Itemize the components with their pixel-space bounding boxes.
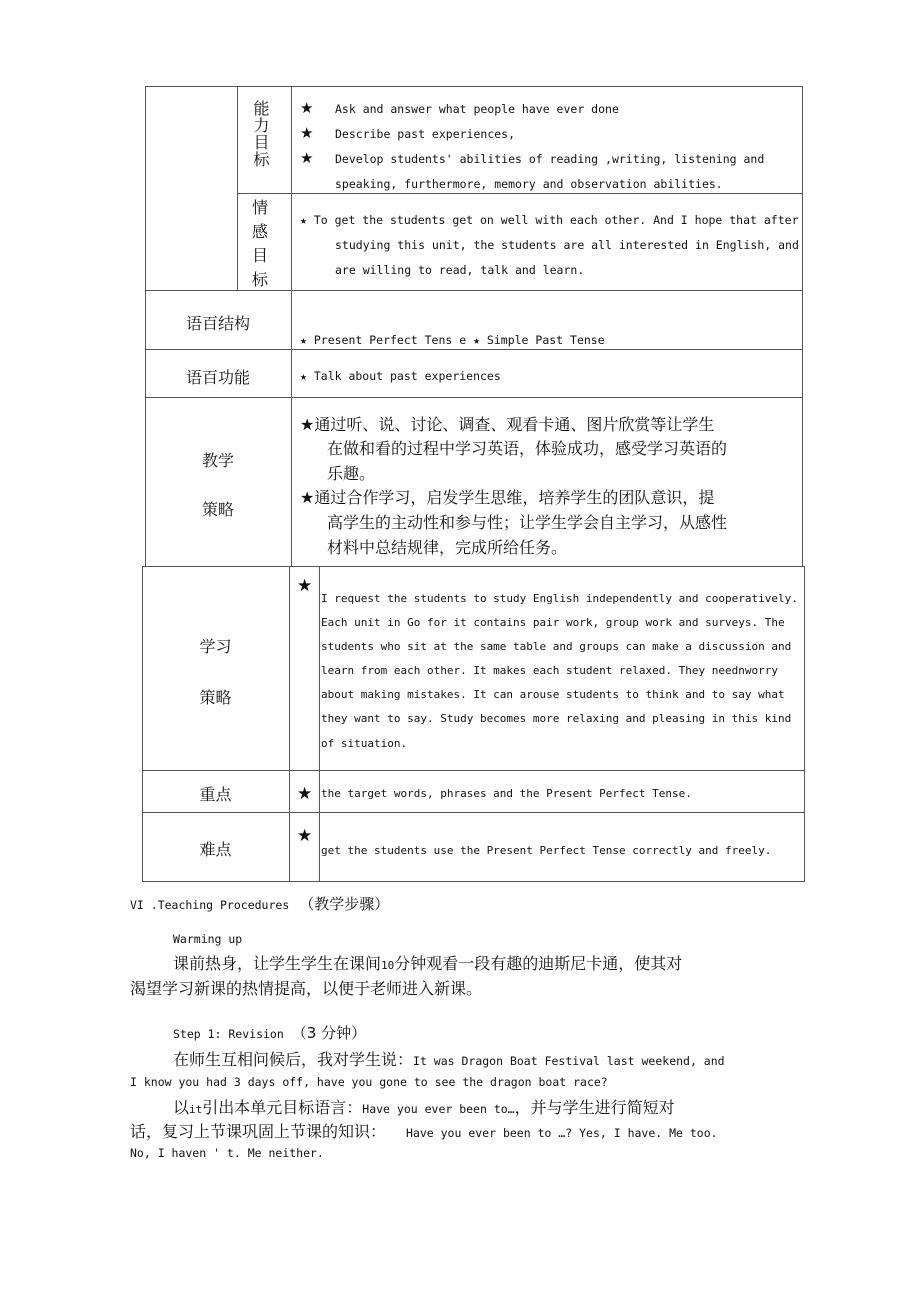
table-divider bbox=[145, 290, 803, 291]
language-structure-label: 语百结构 bbox=[185, 314, 250, 333]
procedures-heading-en: VI .Teaching Procedures bbox=[130, 898, 290, 912]
table-divider bbox=[145, 349, 803, 350]
learning-strategy-line: they want to say. Study becomes more relaxing and pleasing in this kind bbox=[321, 712, 792, 725]
table-divider bbox=[289, 566, 290, 882]
procedures-heading-cn: （教学步骤） bbox=[299, 895, 390, 913]
label-char: 目 bbox=[251, 246, 268, 265]
learning-strategy-line: about making mistakes. It can arouse students to think and to say what bbox=[321, 688, 785, 701]
step1-line: I know you had 3 days off, have you gone to see the dragon boat race? bbox=[130, 1075, 608, 1089]
emotion-objective-line: studying this unit, the students are all interested in English, and bbox=[335, 238, 799, 252]
teaching-strategy-line: 高学生的主动性和参与性；让学生学会自主学习，从感性 bbox=[327, 513, 728, 532]
learning-strategy-line: I request the students to study English independently and cooperatively. bbox=[321, 592, 798, 605]
learning-strategy-line: Each unit in Go for it contains pair work, group work and surveys. The bbox=[321, 616, 785, 629]
star-icon: ★ bbox=[300, 124, 314, 142]
key-point-label: 重点 bbox=[199, 785, 232, 804]
step1-text: 话，复习上节课巩固上节课的知识： bbox=[130, 1122, 387, 1141]
emotion-objective-line: are willing to read, talk and learn. bbox=[335, 263, 585, 277]
procedures-heading bbox=[130, 893, 389, 914]
label-char: 标 bbox=[251, 270, 268, 289]
difficulty-label: 难点 bbox=[199, 840, 232, 859]
teaching-strategy-line: 乐趣。 bbox=[327, 464, 376, 483]
ability-item: Ask and answer what people have ever done bbox=[335, 102, 619, 116]
table-divider bbox=[142, 770, 805, 771]
table-divider bbox=[291, 86, 292, 567]
language-function-label: 语百功能 bbox=[185, 368, 250, 387]
step1-text: Have you ever been to …? Yes, I have. Me too. bbox=[406, 1126, 718, 1140]
table-divider bbox=[319, 566, 320, 882]
warmup-text: 10 bbox=[381, 959, 395, 972]
table-divider bbox=[237, 86, 238, 291]
warmup-text: 课前热身，让学生学生在课间 bbox=[173, 954, 382, 973]
language-function-text: ★ Talk about past experiences bbox=[300, 369, 501, 383]
teaching-strategy-line: ★通过听、说、讨论、调查、观看卡通、图片欣赏等让学生 bbox=[300, 415, 715, 434]
step1-title-en: Step 1: Revision bbox=[173, 1027, 284, 1041]
ability-objective-label: 能力目标 bbox=[251, 100, 270, 168]
ability-item: Develop students' abilities of reading ,writing, listening and bbox=[335, 152, 765, 166]
ability-item-continued: speaking, furthermore, memory and observation abilities. bbox=[335, 177, 723, 191]
teaching-strategy-label: 教学 bbox=[201, 451, 234, 470]
teaching-strategy-label: 策略 bbox=[201, 500, 234, 519]
key-point-text: the target words, phrases and the Present Perfect Tense. bbox=[321, 787, 692, 800]
step1-title bbox=[173, 1022, 366, 1043]
step1-line bbox=[173, 1095, 675, 1118]
step1-line bbox=[173, 1047, 725, 1070]
warmup-text: 分钟观看一段有趣的迪斯尼卡通，使其对 bbox=[394, 954, 683, 973]
learning-strategy-line: students who sit at the same table and groups can make a discussion and bbox=[321, 640, 792, 653]
step1-line: No, I haven ' t. Me neither. bbox=[130, 1146, 324, 1160]
step1-text: Have you ever been to… bbox=[362, 1102, 515, 1116]
step1-text: ，并与学生进行简短对 bbox=[514, 1098, 675, 1117]
learning-strategy-label: 策略 bbox=[199, 688, 232, 707]
step1-title-cn: （3 分钟） bbox=[291, 1024, 367, 1042]
learning-strategy-line: of situation. bbox=[321, 737, 408, 750]
step1-text: 以 bbox=[173, 1098, 190, 1117]
teaching-strategy-line: ★通过合作学习，启发学生思维，培养学生的团队意识，提 bbox=[300, 488, 715, 507]
step1-line bbox=[130, 1119, 718, 1142]
emotion-objective-label bbox=[250, 196, 270, 292]
teaching-strategy-line: 材料中总结规律，完成所给任务。 bbox=[327, 538, 568, 557]
label-char: 情 bbox=[251, 198, 268, 217]
warmup-line bbox=[173, 951, 682, 974]
language-structure-text: ★ Present Perfect Tens e ★ Simple Past Tense bbox=[300, 333, 605, 347]
step1-text: 引出本单元目标语言： bbox=[202, 1098, 363, 1117]
step1-text: It was Dragon Boat Festival last weekend, and bbox=[413, 1054, 725, 1068]
star-icon: ★ bbox=[300, 149, 314, 167]
ability-item: Describe past experiences, bbox=[335, 127, 516, 141]
star-icon: ★ bbox=[300, 99, 314, 117]
table-divider bbox=[237, 193, 802, 194]
emotion-objective-line: ★ To get the students get on well with each other. And I hope that after bbox=[300, 213, 799, 227]
star-icon: ★ bbox=[297, 826, 313, 846]
label-char: 感 bbox=[251, 222, 268, 241]
difficulty-text: get the students use the Present Perfect Tense correctly and freely. bbox=[321, 844, 772, 857]
star-icon: ★ bbox=[297, 576, 313, 596]
warmup-line: 渴望学习新课的热情提高，以便于老师进入新课。 bbox=[130, 979, 483, 998]
teaching-strategy-line: 在做和看的过程中学习英语，体验成功，感受学习英语的 bbox=[327, 439, 728, 458]
learning-strategy-line: learn from each other. It makes each student relaxed. They neednworry bbox=[321, 664, 778, 677]
warmup-title: Warming up bbox=[173, 932, 243, 946]
step1-text: 在师生互相问候后，我对学生说： bbox=[173, 1050, 414, 1069]
table-divider bbox=[142, 812, 805, 813]
table-divider bbox=[145, 397, 803, 398]
step1-text: it bbox=[189, 1103, 203, 1116]
learning-strategy-label: 学习 bbox=[199, 637, 232, 656]
star-icon: ★ bbox=[297, 784, 313, 804]
